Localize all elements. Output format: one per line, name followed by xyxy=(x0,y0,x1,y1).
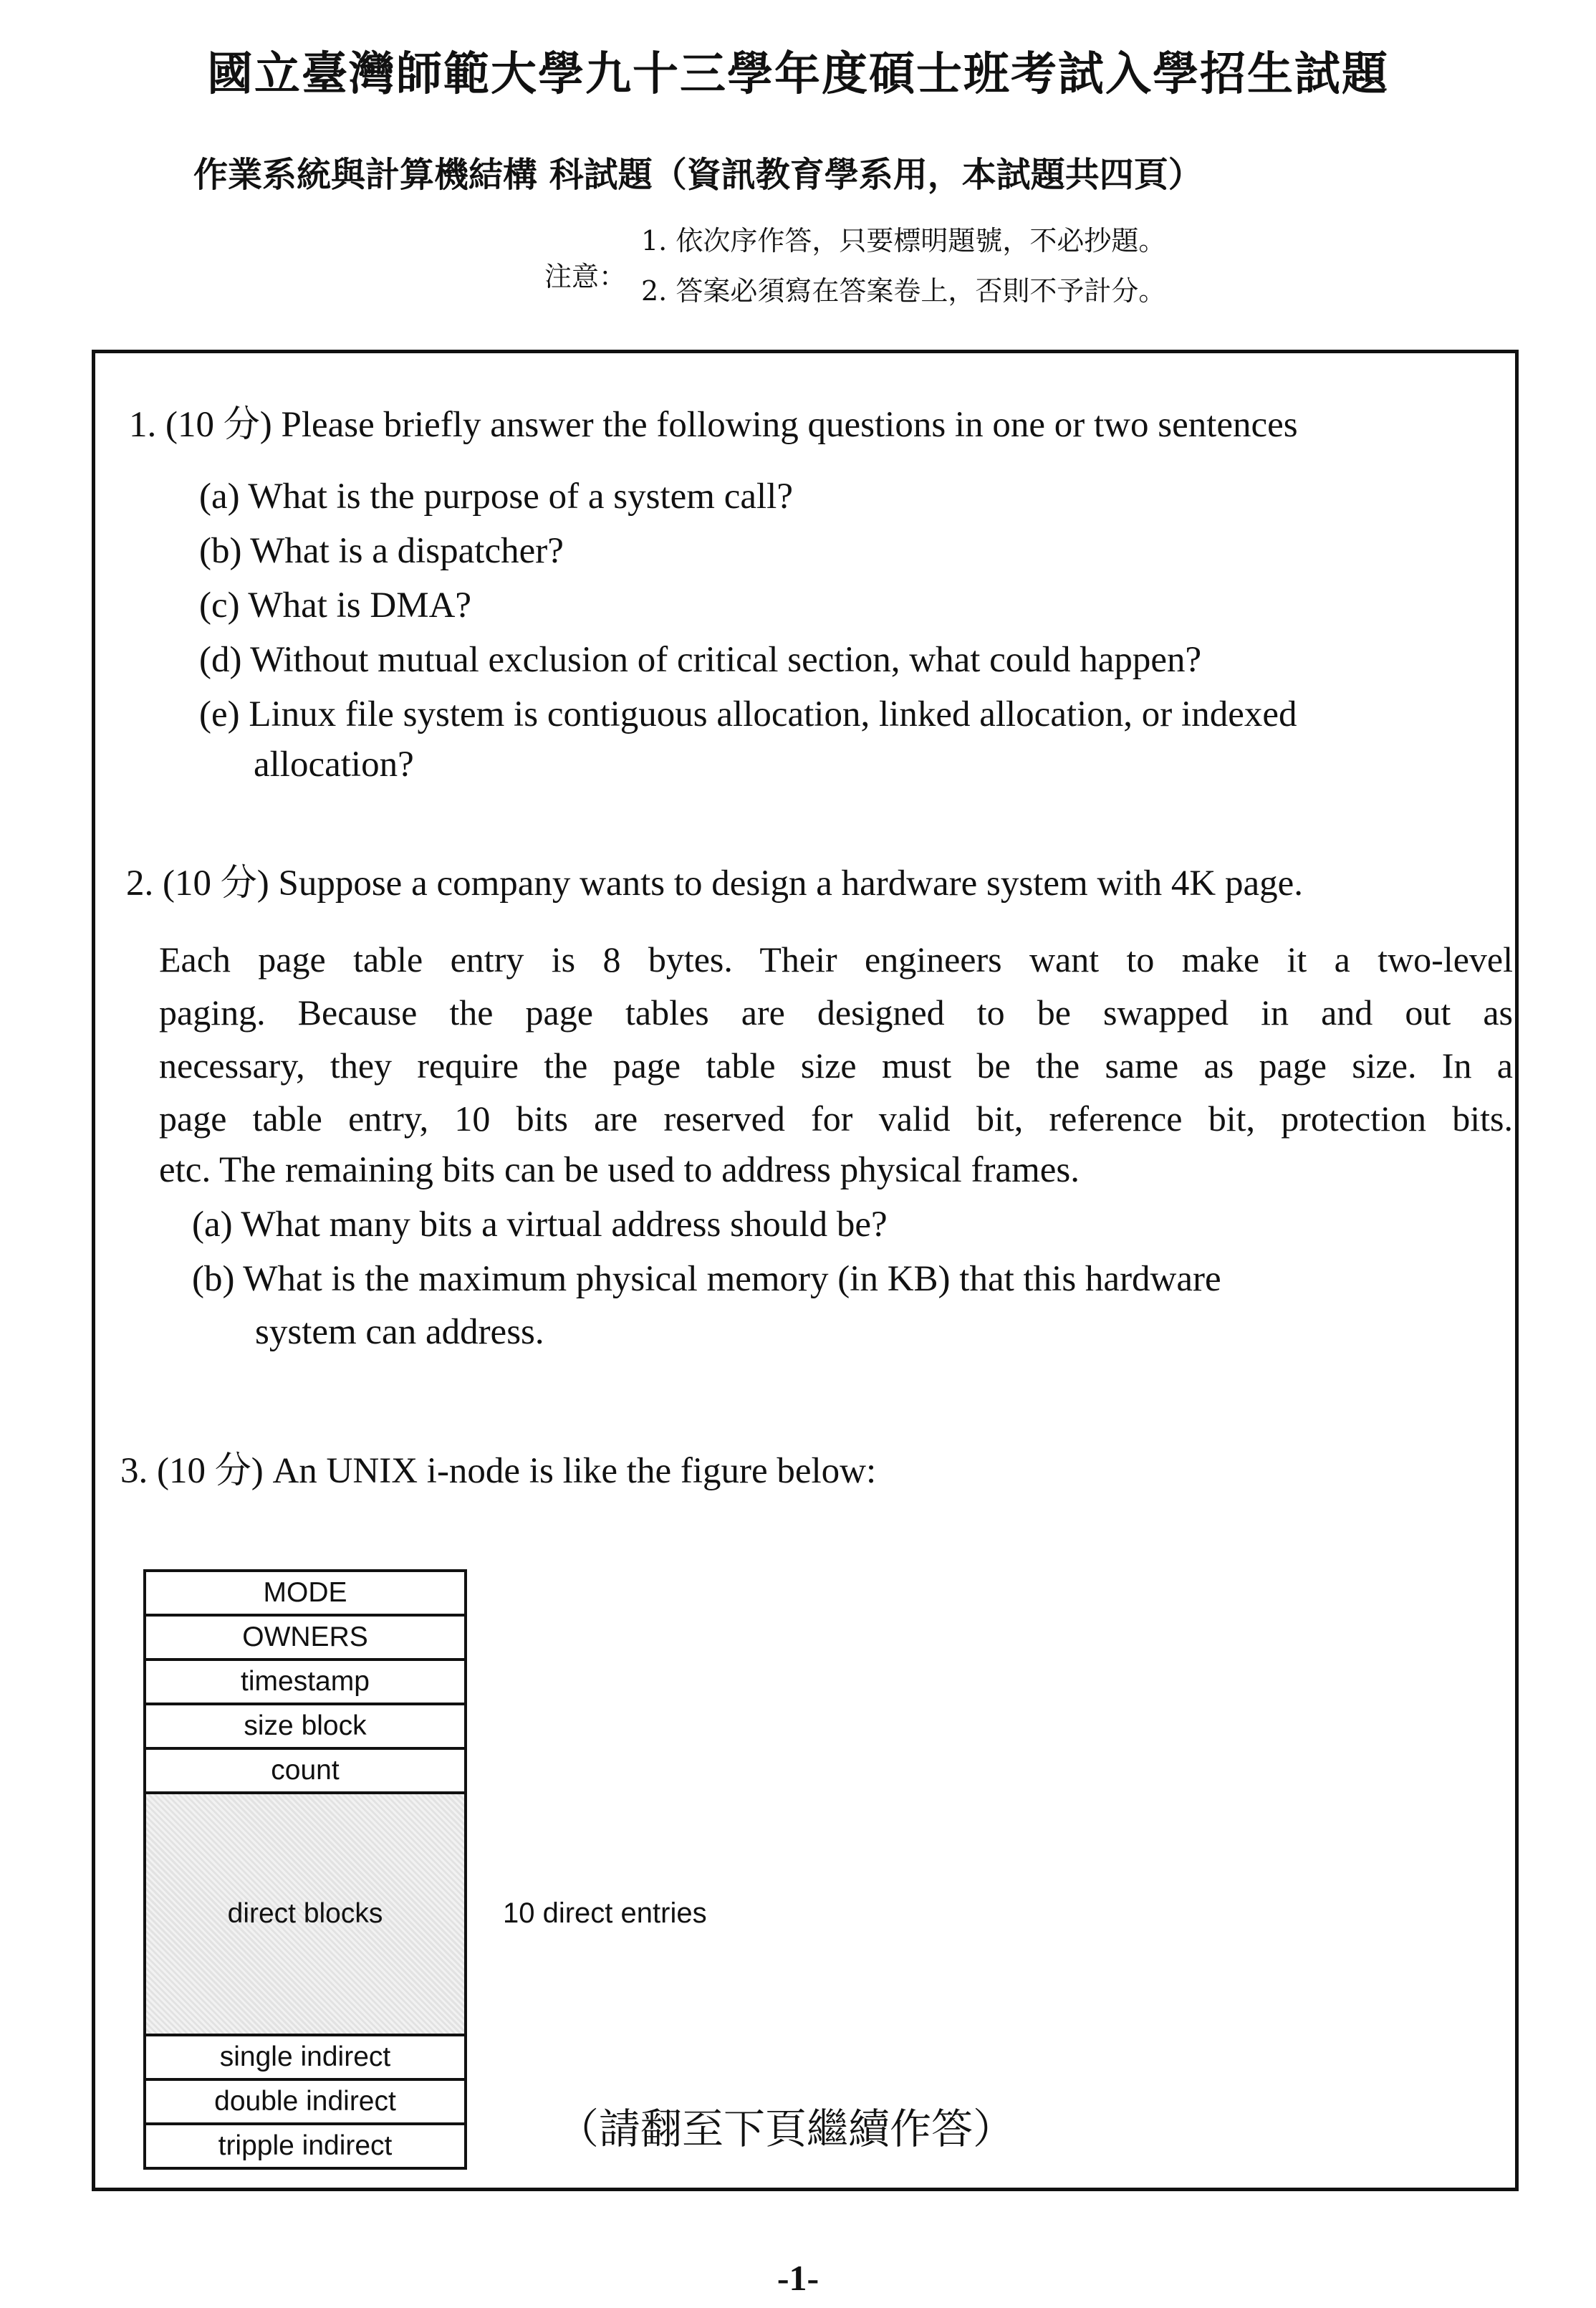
q1-item-d: (d) Without mutual exclusion of critical section, what could happen? xyxy=(199,640,1202,680)
q1-item-e: (e) Linux file system is contiguous allocation, linked allocation, or indexed xyxy=(199,694,1297,734)
inode-diagram xyxy=(143,1569,467,2170)
q2-para-3: necessary, they require the page table size must be the same as page size. In a xyxy=(159,1045,1513,1086)
direct-entries-label: 10 direct entries xyxy=(503,1897,707,1929)
inode-cell-mode: MODE xyxy=(145,1571,466,1615)
page-title: 國立臺灣師範大學九十三學年度碩士班考試入學招生試題 xyxy=(207,47,1389,101)
exam-subtitle: 作業系統與計算機結構 科試題（資訊教育學系用，本試題共四頁） xyxy=(193,155,1203,195)
q2-para-1: Each page table entry is 8 bytes. Their engineers want to make it a two-level xyxy=(159,939,1513,980)
q1-stem: 1. (10 分) Please briefly answer the following questions in one or two sentences xyxy=(129,405,1298,445)
inode-cell-size-block: size block xyxy=(145,1704,466,1748)
inode-cell-single-indirect: single indirect xyxy=(145,2035,466,2079)
q2-para-4: page table entry, 10 bits are reserved for valid bit, reference bit, protection bits. xyxy=(159,1098,1513,1139)
q1-item-a: (a) What is the purpose of a system call? xyxy=(199,477,793,517)
q1-item-c: (c) What is DMA? xyxy=(199,585,472,626)
inode-cell-count: count xyxy=(145,1748,466,1793)
inode-cell-owners: OWNERS xyxy=(145,1615,466,1660)
q2-item-b-cont: system can address. xyxy=(255,1312,544,1352)
inode-cell-double-indirect: double indirect xyxy=(145,2079,466,2124)
continue-note: （請翻至下頁繼續作答） xyxy=(557,2105,1015,2153)
note-1: 1. 依次序作答，只要標明題號，不必抄題。 xyxy=(641,225,1166,257)
q1-item-e-cont: allocation? xyxy=(254,744,414,785)
q3-stem: 3. (10 分) An UNIX i-node is like the figure below: xyxy=(120,1451,877,1491)
inode-cell-timestamp: timestamp xyxy=(145,1660,466,1704)
notes-label: 注意： xyxy=(544,261,627,292)
q2-stem: 2. (10 分) Suppose a company wants to design a hardware system with 4K page. xyxy=(126,863,1303,904)
q2-item-b: (b) What is the maximum physical memory (in KB) that this hardware xyxy=(192,1259,1221,1299)
q1-item-b: (b) What is a dispatcher? xyxy=(199,531,564,571)
page-number: -1- xyxy=(777,2258,819,2298)
q2-para-5: etc. The remaining bits can be used to address physical frames. xyxy=(159,1150,1080,1190)
q2-item-a: (a) What many bits a virtual address should be? xyxy=(192,1205,888,1245)
inode-cell-tripple-indirect: tripple indirect xyxy=(145,2124,466,2168)
inode-cell-direct-blocks: direct blocks xyxy=(145,1793,466,2035)
q2-para-2: paging. Because the page tables are designed to be swapped in and out as xyxy=(159,992,1513,1033)
note-2: 2. 答案必須寫在答案卷上，否則不予計分。 xyxy=(641,275,1166,307)
